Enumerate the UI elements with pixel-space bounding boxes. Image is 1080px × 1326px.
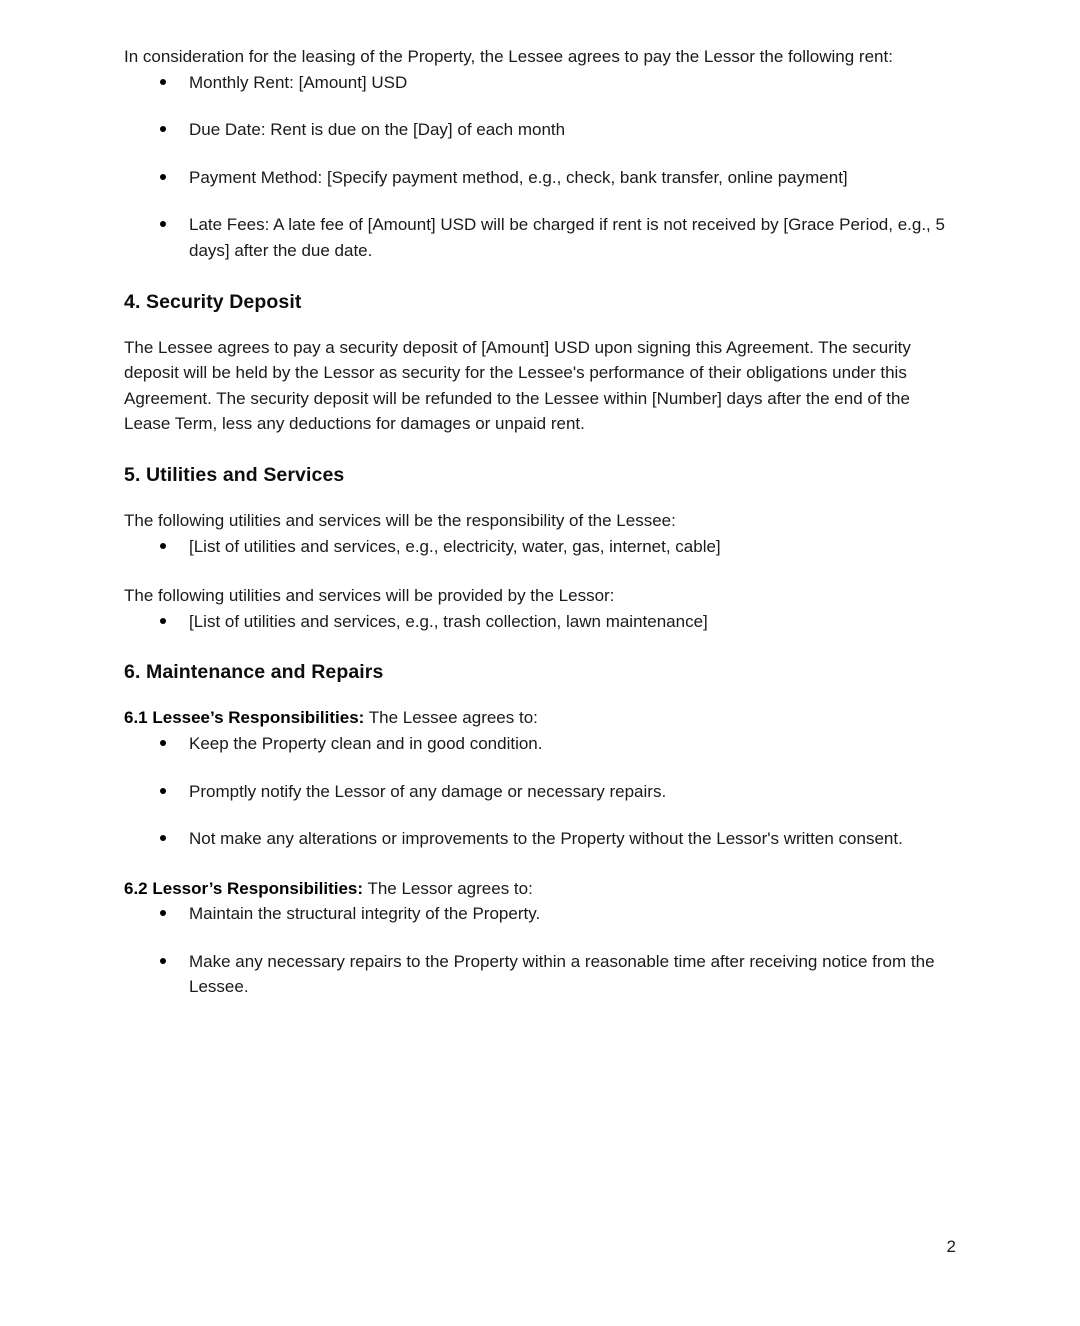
page-number: 2 <box>946 1237 956 1256</box>
subsection-6-2-heading <box>124 876 954 902</box>
subsection-6-1-label: 6.1 Lessee’s Responsibilities: <box>124 708 365 728</box>
subsection-6-1-heading <box>124 705 954 731</box>
subsection-6-2-label: 6.2 Lessor’s Responsibilities: <box>124 878 364 898</box>
list-item-text: [List of utilities and services, e.g., electricity, water, gas, internet, cable] <box>189 536 721 556</box>
intro-paragraph: In consideration for the leasing of the Property, the Lessee agrees to pay the Lessor the following rent: <box>124 47 893 66</box>
list-item-text: Monthly Rent: [Amount] USD <box>189 72 408 92</box>
list-item <box>124 165 954 191</box>
lessee-utilities-list <box>124 534 954 560</box>
bullet-icon <box>160 618 166 624</box>
subsection-6-2-lead: The Lessor agrees to: <box>363 878 533 898</box>
rent-terms-list <box>124 70 954 264</box>
bullet-icon <box>160 910 166 916</box>
bullet-icon <box>160 835 166 841</box>
list-item <box>124 117 954 143</box>
spacer <box>124 559 954 583</box>
lessor-responsibilities-list <box>124 901 954 1000</box>
bullet-icon <box>160 740 166 746</box>
lessee-utilities-intro: The following utilities and services will be the responsibility of the Lessee: <box>124 510 676 530</box>
subsection-6-1-lead: The Lessee agrees to: <box>364 708 538 728</box>
bullet-icon <box>160 543 166 549</box>
list-item <box>124 779 954 805</box>
bullet-icon <box>160 174 166 180</box>
section-heading-maintenance-repairs: 6. Maintenance and Repairs <box>124 661 384 684</box>
section-heading-security-deposit: 4. Security Deposit <box>124 290 302 313</box>
bullet-icon <box>160 221 166 227</box>
list-item-text: Maintain the structural integrity of the Property. <box>189 904 541 924</box>
bullet-icon <box>160 788 166 794</box>
list-item-text: Make any necessary repairs to the Property within a reasonable time after receiving notice from the Lessee. <box>189 951 935 997</box>
list-item <box>124 534 954 560</box>
list-item <box>124 826 954 852</box>
list-item-text: Due Date: Rent is due on the [Day] of each month <box>189 120 566 140</box>
list-item <box>124 212 954 263</box>
section-5-heading-wrap <box>124 463 954 487</box>
section-4-paragraph: The Lessee agrees to pay a security deposit of [Amount] USD upon signing this Agreement. The security deposit will be held by the Lessor as security for the Lessee's performance of their obligations under this Agreement. The security deposit will be refunded to the Lessee within [Number] days after the end of the Lease Term, less any deductions for damages or unpaid rent. <box>124 337 911 434</box>
bullet-icon <box>160 958 166 964</box>
list-item <box>124 901 954 927</box>
bullet-icon <box>160 79 166 85</box>
spacer <box>124 852 954 876</box>
lessor-utilities-intro: The following utilities and services will be provided by the Lessor: <box>124 586 615 606</box>
list-item-text: [List of utilities and services, e.g., trash collection, lawn maintenance] <box>189 611 708 631</box>
lessor-utilities-list <box>124 609 954 635</box>
lessee-responsibilities-list <box>124 731 954 852</box>
list-item-text: Late Fees: A late fee of [Amount] USD will be charged if rent is not received by [Grace Period, e.g., 5 days] after the due date. <box>189 215 945 260</box>
document-body <box>124 44 954 1000</box>
list-item-text: Keep the Property clean and in good condition. <box>189 733 543 753</box>
section-6-heading-wrap <box>124 660 954 684</box>
section-4-heading-wrap <box>124 290 954 314</box>
list-item <box>124 609 954 635</box>
list-item <box>124 731 954 757</box>
list-item <box>124 949 954 1000</box>
list-item-text: Promptly notify the Lessor of any damage or necessary repairs. <box>189 781 667 801</box>
list-item <box>124 70 954 96</box>
list-item-text: Not make any alterations or improvements to the Property without the Lessor's written consent. <box>189 829 903 849</box>
bullet-icon <box>160 126 166 132</box>
list-item-text: Payment Method: [Specify payment method, e.g., check, bank transfer, online payment] <box>189 167 848 187</box>
section-heading-utilities-services: 5. Utilities and Services <box>124 463 345 486</box>
